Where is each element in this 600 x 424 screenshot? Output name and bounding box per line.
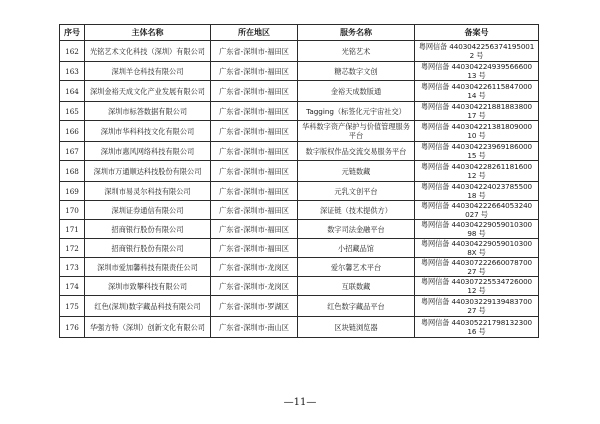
header-entity: 主体名称 — [85, 25, 211, 41]
table-row — [60, 239, 539, 258]
row-service: 华科数字资产保护与价值管理服务平台 — [298, 121, 415, 142]
row-record: 粤网信备 440304221381809000​10 号 — [415, 121, 539, 142]
row-region: 广东省-深圳市-福田区 — [211, 41, 298, 62]
row-service: 爱尔馨艺术平台 — [298, 258, 415, 277]
row-region: 广东省-深圳市-福田区 — [211, 121, 298, 142]
row-entity: 招商银行股份有限公司 — [85, 220, 211, 239]
registry-table — [59, 24, 539, 338]
row-no: 169 — [60, 182, 85, 201]
row-no: 174 — [60, 277, 85, 296]
row-region: 广东省-深圳市-龙岗区 — [211, 277, 298, 296]
row-entity: 深圳市易灵尔科技有限公司 — [85, 182, 211, 201]
row-entity: 深圳市惠风网络科技有限公司 — [85, 142, 211, 161]
row-no: 163 — [60, 62, 85, 81]
row-region: 广东省-深圳市-龙岗区 — [211, 258, 298, 277]
table-row — [60, 161, 539, 182]
row-region: 广东省-深圳市-福田区 — [211, 62, 298, 81]
table-row — [60, 277, 539, 296]
row-region: 广东省-深圳市-福田区 — [211, 161, 298, 182]
row-service: Tagging（标签化元宇宙社交） — [298, 102, 415, 121]
row-no: 171 — [60, 220, 85, 239]
row-region: 广东省-深圳市-福田区 — [211, 201, 298, 220]
table-row — [60, 62, 539, 81]
row-entity: 光铭艺术文化科技（深圳）有限公司 — [85, 41, 211, 62]
row-entity: 招商银行股份有限公司 — [85, 239, 211, 258]
row-entity: 华强方特（深圳）创新文化有限公司 — [85, 317, 211, 338]
row-service: 区块链浏览器 — [298, 317, 415, 338]
table-row — [60, 142, 539, 161]
row-record: 粤网信备 440307225534726000​12 号 — [415, 277, 539, 296]
row-record: 粤网信备 440304221881883800​17 号 — [415, 102, 539, 121]
row-no: 173 — [60, 258, 85, 277]
page-number: —11— — [283, 397, 317, 408]
row-record: 粤网信备 440304224023785500​18 号 — [415, 182, 539, 201]
row-record: 粤网信备 440304223969186000​15 号 — [415, 142, 539, 161]
table-row — [60, 81, 539, 102]
row-record: 粤网信备 440303229139483700​27 号 — [415, 296, 539, 317]
row-service: 红色数字藏品平台 — [298, 296, 415, 317]
row-record: 粤网信备 440304224939566600​13 号 — [415, 62, 539, 81]
row-record: 粤网信备 440304229059010300​8X 号 — [415, 239, 539, 258]
table-row — [60, 220, 539, 239]
row-no: 176 — [60, 317, 85, 338]
row-no: 165 — [60, 102, 85, 121]
row-service: 光铭艺术 — [298, 41, 415, 62]
table-row — [60, 296, 539, 317]
header-service: 服务名称 — [298, 25, 415, 41]
row-no: 172 — [60, 239, 85, 258]
row-service: 数字版权作品交流交易服务平台 — [298, 142, 415, 161]
row-service: 深证链（技术提供方） — [298, 201, 415, 220]
row-region: 广东省-深圳市-福田区 — [211, 81, 298, 102]
row-entity: 深圳市爱加馨科技有限责任公司 — [85, 258, 211, 277]
table-row — [60, 182, 539, 201]
row-entity: 深圳市标答数据有限公司 — [85, 102, 211, 121]
header-no: 序号 — [60, 25, 85, 41]
table-row — [60, 317, 539, 338]
row-region: 广东省-深圳市-福田区 — [211, 142, 298, 161]
header-region: 所在地区 — [211, 25, 298, 41]
row-region: 广东省-深圳市-南山区 — [211, 317, 298, 338]
row-service: 金裕天成数版通 — [298, 81, 415, 102]
row-entity: 深圳羊仓科技有限公司 — [85, 62, 211, 81]
row-record: 粤网信备 440307222660078700​27 号 — [415, 258, 539, 277]
row-service: 元乳文创平台 — [298, 182, 415, 201]
row-record: 粤网信备 440305221798132300​16 号 — [415, 317, 539, 338]
header-record: 备案号 — [415, 25, 539, 41]
row-record: 粤网信备 440304226115847000​14 号 — [415, 81, 539, 102]
row-region: 广东省-深圳市-福田区 — [211, 239, 298, 258]
row-service: 元链数藏 — [298, 161, 415, 182]
row-no: 164 — [60, 81, 85, 102]
row-service: 糖芯数字文创 — [298, 62, 415, 81]
table-row — [60, 121, 539, 142]
row-entity: 深圳证券通信有限公司 — [85, 201, 211, 220]
row-region: 广东省-深圳市-福田区 — [211, 102, 298, 121]
table-row — [60, 201, 539, 220]
row-region: 广东省-深圳市-福田区 — [211, 220, 298, 239]
row-entity: 深圳市致攀科技有限公司 — [85, 277, 211, 296]
row-service: 小招藏品馆 — [298, 239, 415, 258]
row-no: 170 — [60, 201, 85, 220]
row-no: 162 — [60, 41, 85, 62]
row-entity: 深圳金裕天成文化产业发展有限公司 — [85, 81, 211, 102]
table-row — [60, 41, 539, 62]
row-record: 粤网信备 440304222664053240​027 号 — [415, 201, 539, 220]
row-no: 175 — [60, 296, 85, 317]
row-record: 粤网信备 440304229059010300​98 号 — [415, 220, 539, 239]
row-service: 互联数藏 — [298, 277, 415, 296]
row-record: 粤网信备 4403042256374195001​2 号 — [415, 41, 539, 62]
row-no: 166 — [60, 121, 85, 142]
row-service: 数字司法金融平台 — [298, 220, 415, 239]
row-entity: 红色(深圳)数字藏品科技有限公司 — [85, 296, 211, 317]
table-row — [60, 102, 539, 121]
row-entity: 深圳市万通顺达科技股份有限公司 — [85, 161, 211, 182]
row-record: 粤网信备 440304228261181600​12 号 — [415, 161, 539, 182]
row-no: 168 — [60, 161, 85, 182]
row-entity: 深圳市华科科技文化有限公司 — [85, 121, 211, 142]
row-region: 广东省-深圳市-罗湖区 — [211, 296, 298, 317]
table-header-row — [60, 25, 539, 41]
row-no: 167 — [60, 142, 85, 161]
row-region: 广东省-深圳市-福田区 — [211, 182, 298, 201]
table-row — [60, 258, 539, 277]
